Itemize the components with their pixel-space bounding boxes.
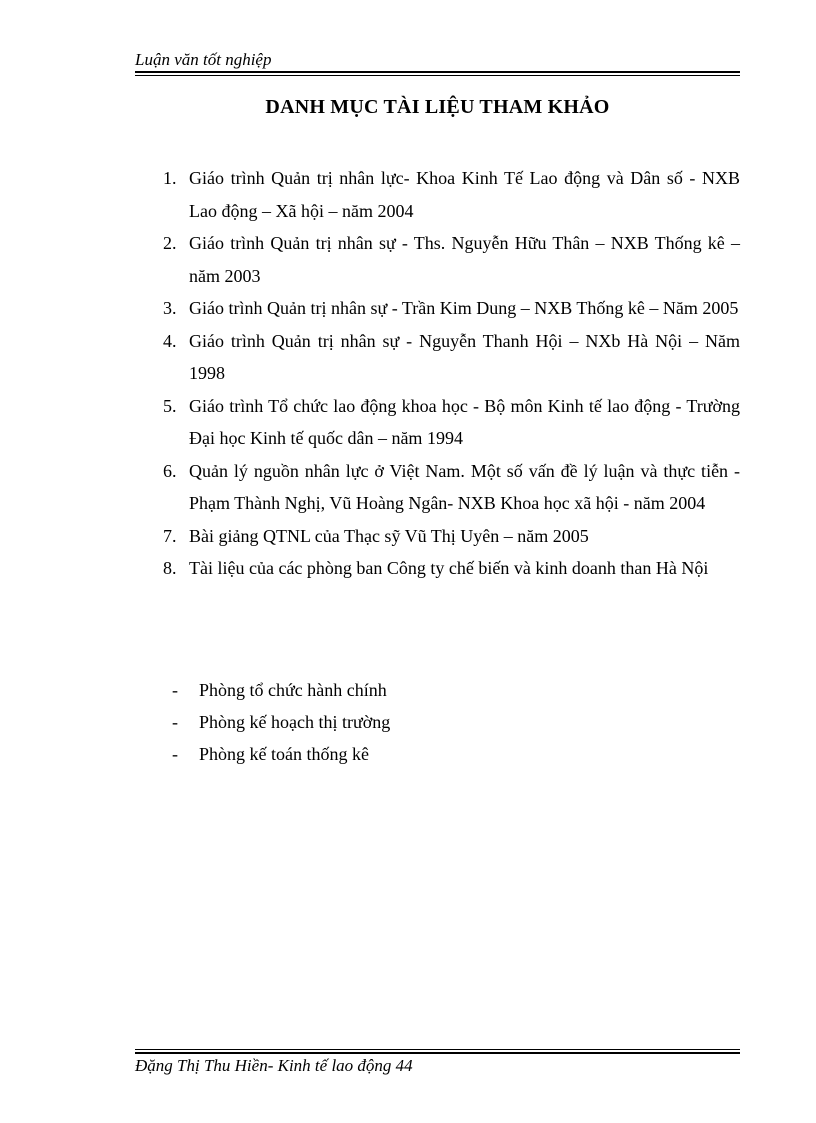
header-rule-thick [135,71,740,73]
reference-number: 2. [163,233,177,253]
reference-text: Quản lý nguồn nhân lực ở Việt Nam. Một số vấn đề lý luận và thực tiễn - Phạm Thành Nghị, Vũ Hoàng Ngân- NXB Khoa học xã hội - năm 2004 [189,460,740,513]
reference-number: 1. [163,168,177,188]
page-title: DANH MỤC TÀI LIỆU THAM KHẢO [265,96,610,118]
reference-list [163,162,740,585]
reference-number: 8. [163,558,177,578]
department-text: Phòng tổ chức hành chính [199,680,387,700]
reference-number: 4. [163,330,177,351]
department-text: Phòng kế hoạch thị trường [199,712,391,732]
reference-text: Giáo trình Tổ chức lao động khoa học - Bộ môn Kinh tế lao động - Trường Đại học Kinh tế quốc dân – năm 1994 [189,395,740,448]
department-item [172,674,732,706]
dash-marker: - [172,712,178,732]
department-item [172,738,732,770]
department-item [172,706,732,738]
footer-text: Đặng Thị Thu Hiền- Kinh tế lao động 44 [135,1056,413,1075]
footer-rule-thick [135,1052,740,1054]
department-list [172,674,732,770]
reference-text: Bài giảng QTNL của Thạc sỹ Vũ Thị Uyên – năm 2005 [189,525,589,546]
reference-item [163,292,740,325]
reference-text: Giáo trình Quản trị nhân sự - Ths. Nguyễn Hữu Thân – NXB Thống kê – năm 2003 [189,233,740,286]
dash-marker: - [172,680,178,700]
reference-item [163,227,740,292]
reference-number: 3. [163,298,177,318]
reference-text: Tài liệu của các phòng ban Công ty chế biến và kinh doanh than Hà Nội [189,558,709,578]
footer-rule-thin [135,1049,740,1050]
reference-item [163,552,740,585]
reference-text: Giáo trình Quản trị nhân lực- Khoa Kinh Tế Lao động và Dân số - NXB Lao động – Xã hội – năm 2004 [189,168,740,221]
reference-item [163,520,740,553]
header-text: Luận văn tốt nghiệp [135,50,272,69]
reference-number: 6. [163,460,177,481]
reference-text: Giáo trình Quản trị nhân sự - Trần Kim Dung – NXB Thống kê – Năm 2005 [189,298,739,318]
reference-number: 5. [163,395,177,416]
department-text: Phòng kế toán thống kê [199,744,369,764]
reference-text: Giáo trình Quản trị nhân sự - Nguyễn Thanh Hội – NXb Hà Nội – Năm 1998 [189,330,740,383]
reference-item [163,390,740,455]
dash-marker: - [172,744,178,764]
reference-number: 7. [163,525,177,546]
reference-item [163,455,740,520]
reference-item [163,162,740,227]
reference-item [163,325,740,390]
header-rule-thin [135,75,740,76]
